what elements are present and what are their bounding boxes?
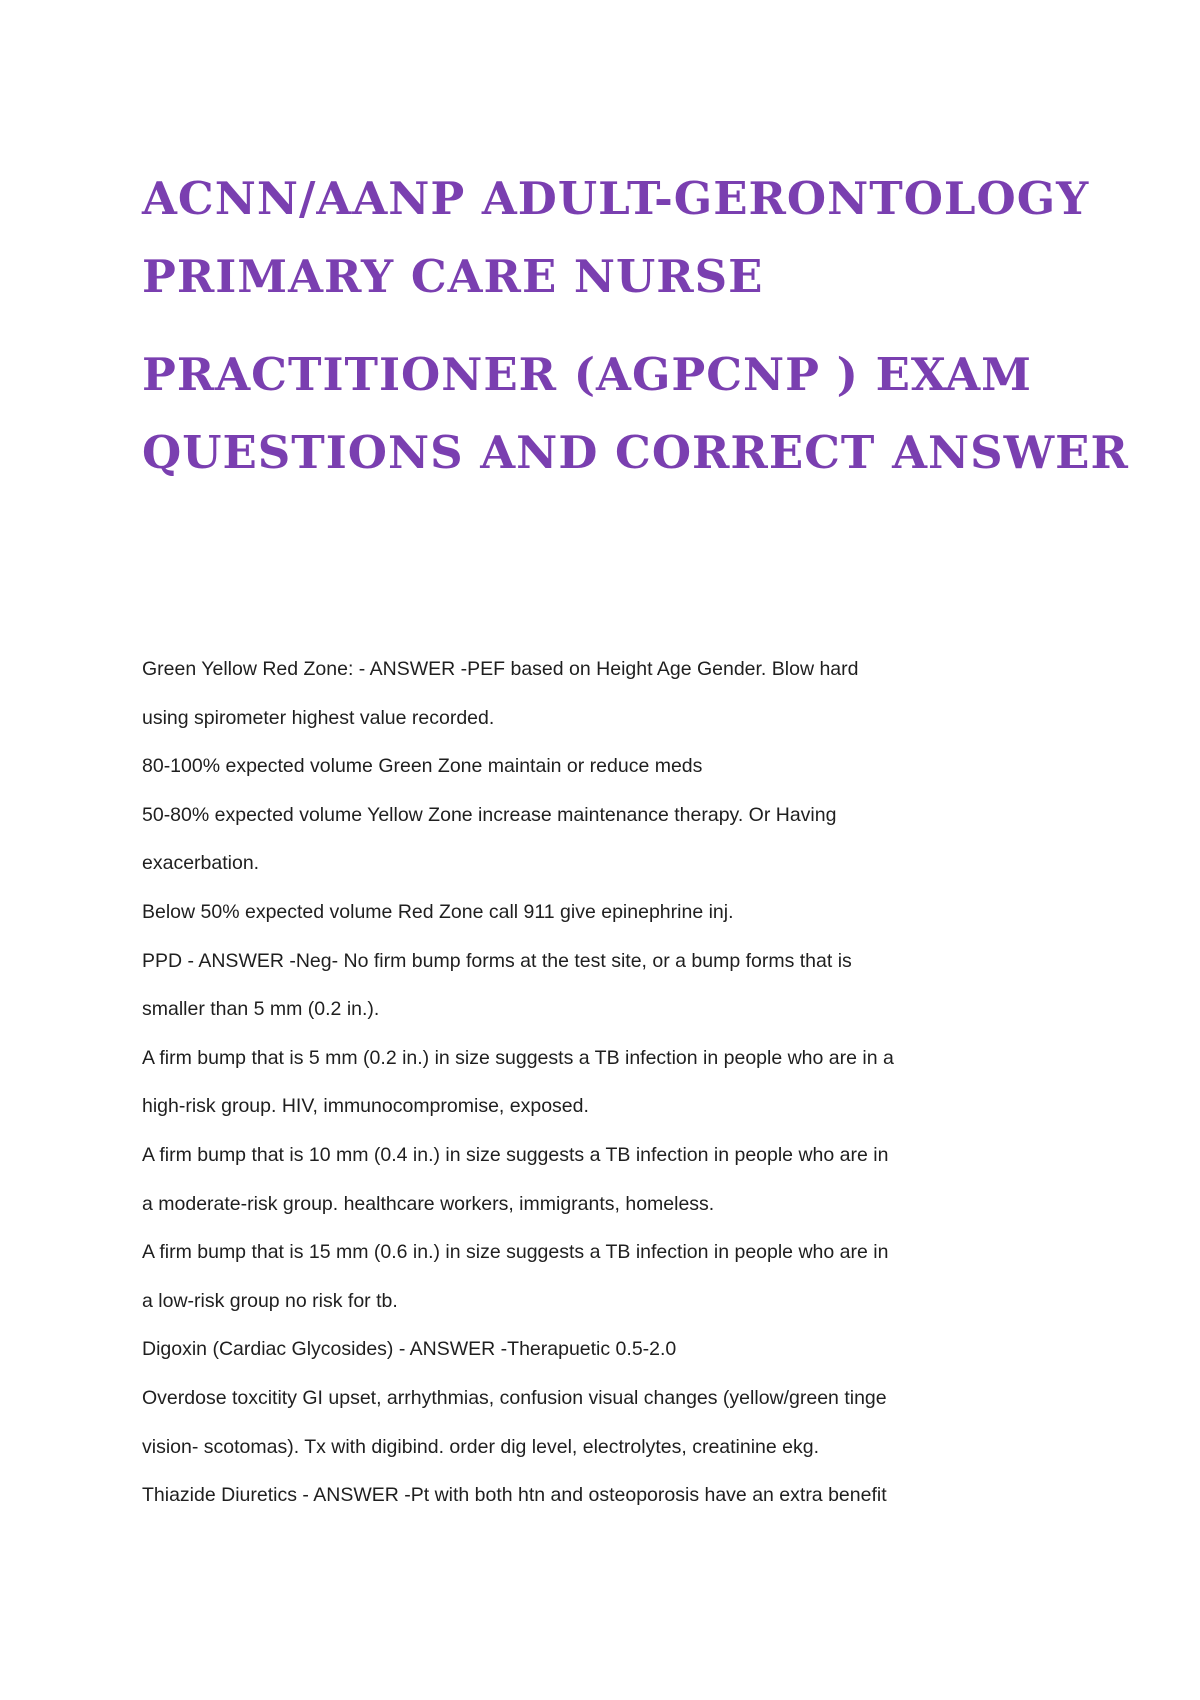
body-line: Green Yellow Red Zone: - ANSWER -PEF based on Height Age Gender. Blow hard <box>142 658 859 680</box>
body-line: 50-80% expected volume Yellow Zone increase maintenance therapy. Or Having <box>142 803 837 826</box>
body-line: a moderate-risk group. healthcare workers, immigrants, homeless. <box>142 1192 715 1215</box>
body-line: Thiazide Diuretics - ANSWER -Pt with both htn and osteoporosis have an extra benefit <box>142 1484 887 1507</box>
body-line: vision- scotomas). Tx with digibind. order dig level, electrolytes, creatinine ekg. <box>142 1435 820 1458</box>
body-line: Digoxin (Cardiac Glycosides) - ANSWER -Therapuetic 0.5-2.0 <box>142 1338 677 1361</box>
body-line: high-risk group. HIV, immunocompromise, exposed. <box>142 1095 589 1118</box>
body-line: A firm bump that is 15 mm (0.6 in.) in size suggests a TB infection in people who are in <box>142 1241 889 1264</box>
body-line: exacerbation. <box>142 852 260 875</box>
body-line: Overdose toxcitity GI upset, arrhythmias, confusion visual changes (yellow/green tinge <box>142 1386 887 1409</box>
body-line: A firm bump that is 5 mm (0.2 in.) in size suggests a TB infection in people who are in a <box>142 1046 894 1069</box>
body-line: Below 50% expected volume Red Zone call 911 give epinephrine inj. <box>142 900 734 923</box>
body-line: using spirometer highest value recorded. <box>142 706 495 729</box>
document-body <box>142 645 962 1520</box>
title-line-4: QUESTIONS AND CORRECT ANSWER <box>142 426 1129 479</box>
title-line-2: PRIMARY CARE NURSE <box>142 250 764 303</box>
body-line: 80-100% expected volume Green Zone maintain or reduce meds <box>142 755 703 778</box>
body-line: a low-risk group no risk for tb. <box>142 1289 398 1312</box>
title-line-1: ACNN/AANP ADULT-GERONTOLOGY <box>142 172 1090 225</box>
document-title <box>142 160 1129 492</box>
body-line: A firm bump that is 10 mm (0.4 in.) in size suggests a TB infection in people who are in <box>142 1143 889 1166</box>
body-line: PPD - ANSWER -Neg- No firm bump forms at the test site, or a bump forms that is <box>142 949 852 972</box>
body-line: smaller than 5 mm (0.2 in.). <box>142 998 380 1021</box>
title-line-3: PRACTITIONER (AGPCNP ) EXAM <box>142 348 1032 401</box>
